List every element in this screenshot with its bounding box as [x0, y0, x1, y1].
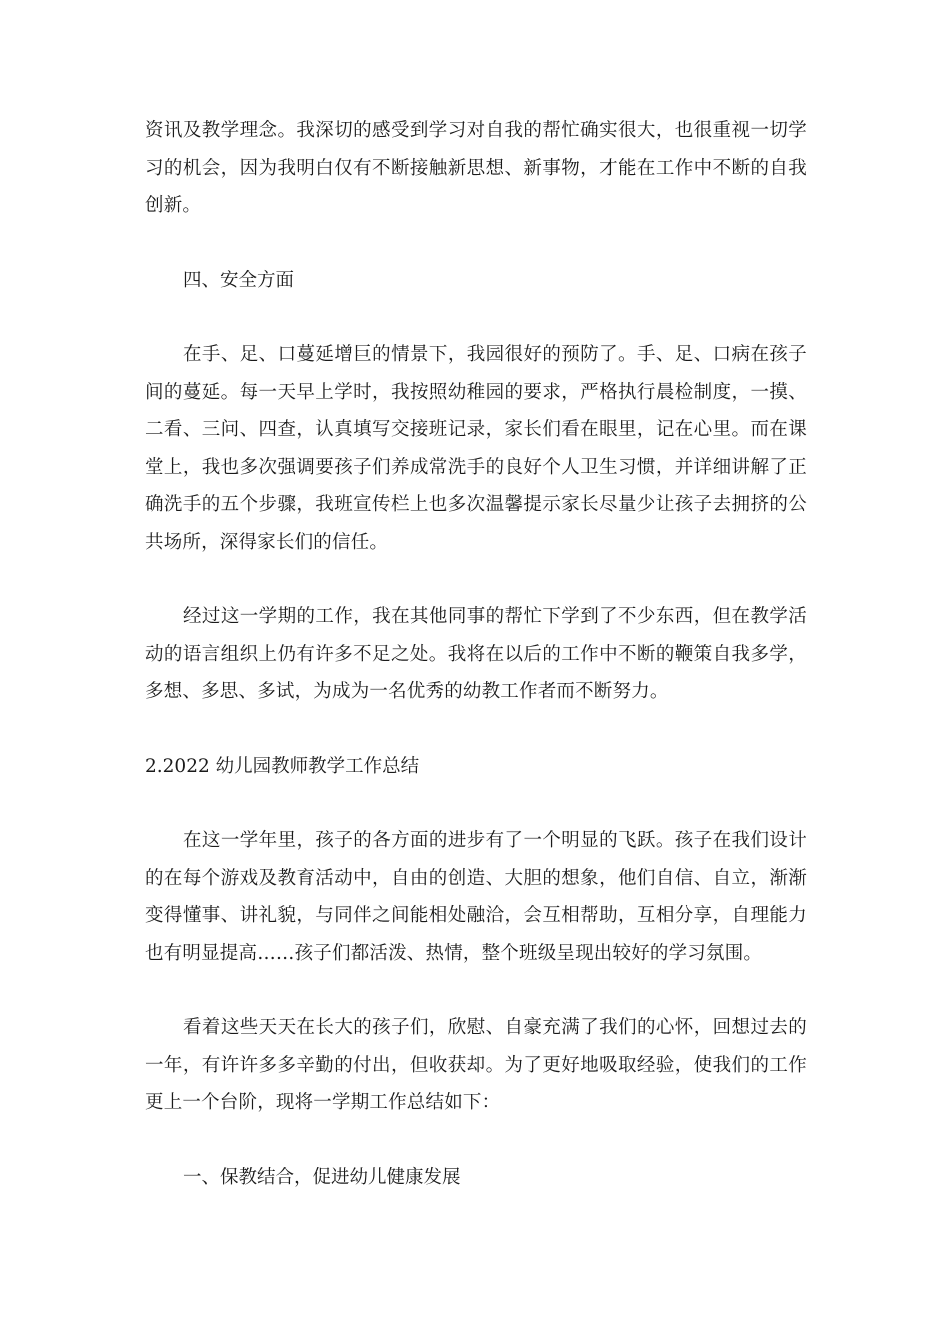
paragraph-gap	[145, 711, 807, 748]
paragraph-reflection: 看着这些天天在长大的孩子们，欣慰、自豪充满了我们的心怀，回想过去的一年，有许许多多辛勤的付出，但收获却。为了更好地吸取经验，使我们的工作更上一个台阶，现将一学期工作总结如下：	[145, 1017, 807, 1113]
paragraph-progress: 在这一学年里，孩子的各方面的进步有了一个明显的飞跃。孩子在我们设计的在每个游戏及教育活动中，自由的创造、大胆的想象，他们自信、自立，渐渐变得懂事、讲礼貌，与同伴之间能相处融洽，会互相帮助，互相分享，自理能力也有明显提高……孩子们都活泼、热情，整个班级呈现出较好的学习氛围。	[145, 830, 807, 964]
document-page	[145, 112, 807, 1196]
paragraph-gap	[145, 225, 807, 262]
section-title: 2.2022 幼儿园教师教学工作总结	[145, 755, 420, 777]
paragraph-semester-summary: 经过这一学期的工作，我在其他同事的帮忙下学到了不少东西，但在教学活动的语言组织上仍有许多不足之处。我将在以后的工作中不断的鞭策自我多学，多想、多思、多试，为成为一名优秀的幼教工作者而不断努力。	[145, 606, 807, 702]
paragraph-learning-conclusion: 资讯及教学理念。我深切的感受到学习对自我的帮忙确实很大，也很重视一切学习的机会，因为我明白仅有不断接触新思想、新事物，才能在工作中不断的自我创新。	[145, 120, 807, 216]
paragraph-gap	[145, 299, 807, 336]
paragraph-gap	[145, 972, 807, 1009]
heading-care-education: 一、保教结合，促进幼儿健康发展	[183, 1166, 461, 1188]
paragraph-safety: 在手、足、口蔓延增巨的情景下，我园很好的预防了。手、足、口病在孩子间的蔓延。每一天早上学时，我按照幼稚园的要求，严格执行晨检制度，一摸、二看、三问、四查，认真填写交接班记录，家长们看在眼里，记在心里。而在课堂上，我也多次强调要孩子们养成常洗手的良好个人卫生习惯，并详细讲解了正确洗手的五个步骤，我班宣传栏上也多次温馨提示家长尽量少让孩子去拥挤的公共场所，深得家长们的信任。	[145, 344, 807, 553]
paragraph-gap	[145, 785, 807, 822]
paragraph-gap	[145, 1122, 807, 1159]
paragraph-gap	[145, 561, 807, 598]
heading-safety: 四、安全方面	[183, 269, 295, 291]
